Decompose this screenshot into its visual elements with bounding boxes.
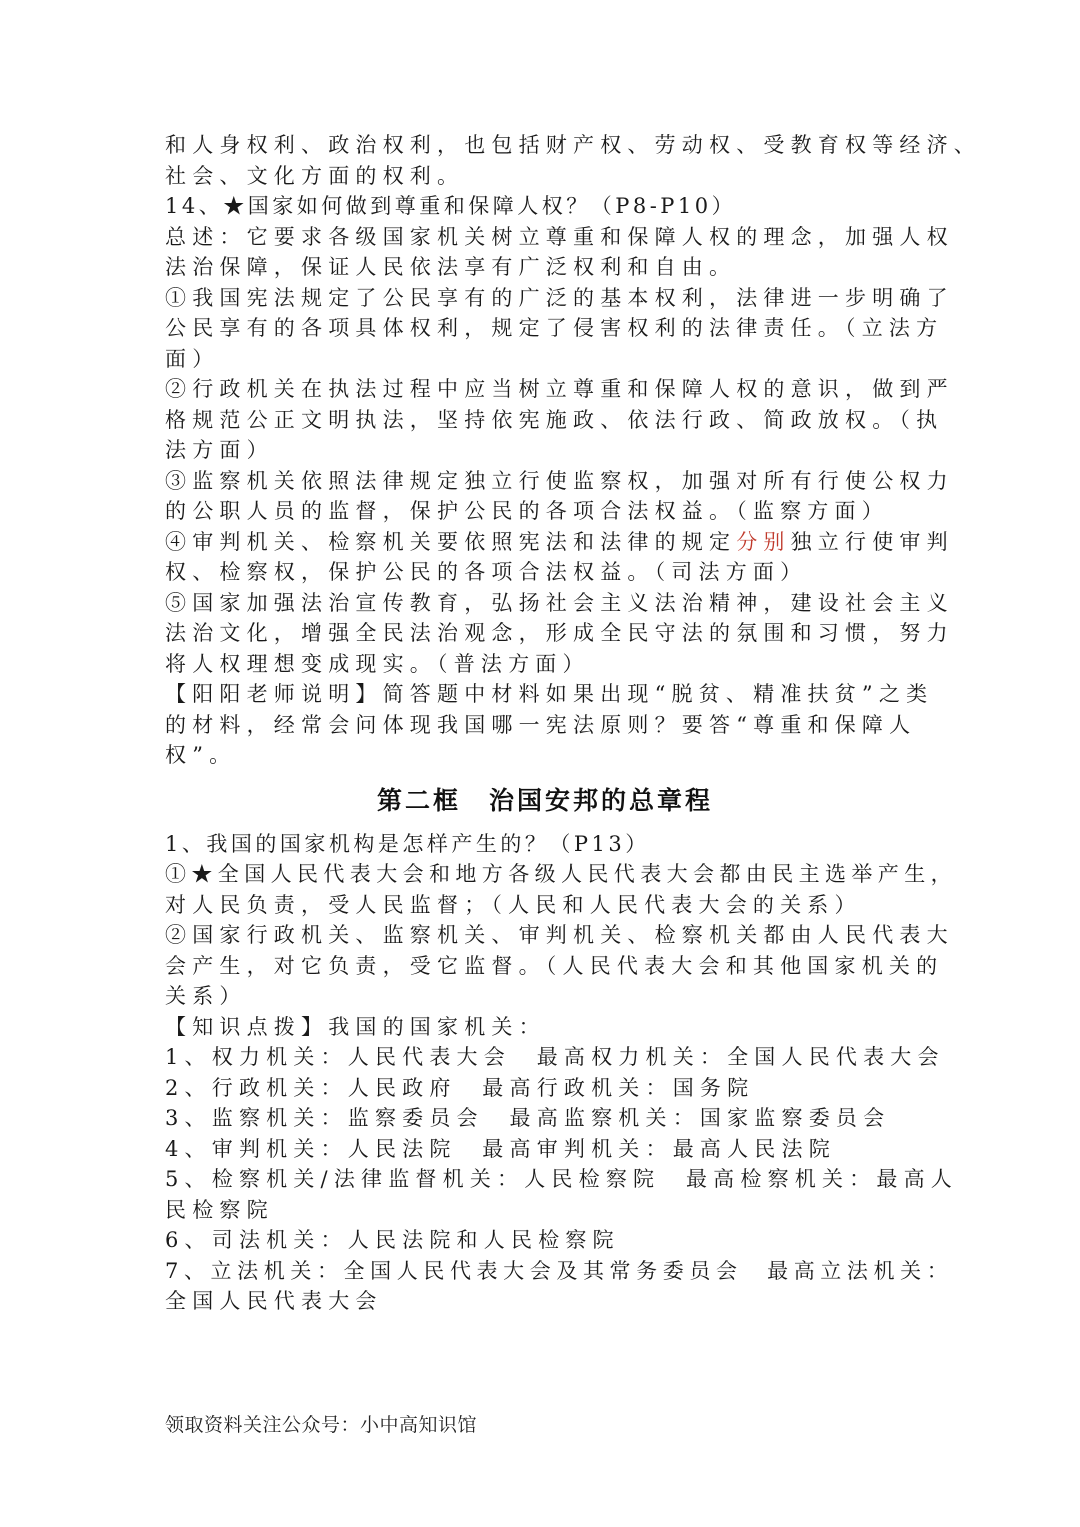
- list-item: 7、立法机关：全国人民代表大会及其常务委员会 最高立法机关：: [165, 1258, 954, 1283]
- list-item: 2、行政机关：人民政府 最高行政机关：国务院: [165, 1075, 755, 1100]
- text-line: 的公职人员的监督，保护公民的各项合法权益。（监察方面）: [165, 499, 889, 523]
- text-line: 【阳阳老师说明】简答题中材料如果出现“脱贫、精准扶贫”之类: [165, 682, 934, 706]
- list-item: 4、审判机关：人民法院 最高审判机关：最高人民法院: [165, 1136, 836, 1161]
- text-segment: ④审判机关、检察机关要依照宪法和法律的规定: [165, 529, 737, 554]
- text-line: 会产生，对它负责，受它监督。（人民代表大会和其他国家机关的: [165, 953, 944, 978]
- text-line: 权”。: [165, 743, 237, 767]
- text-line: 权、检察权，保护公民的各项合法权益。（司法方面）: [165, 560, 808, 584]
- text-line: 法方面）: [165, 438, 274, 462]
- section-heading: [165, 783, 925, 819]
- question-heading: 1、我国的国家机构是怎样产生的？（P13）: [165, 831, 650, 856]
- question-heading: 14、★国家如何做到尊重和保障人权？（P8-P10）: [165, 194, 737, 218]
- text-segment: 独立行使审判: [790, 529, 954, 554]
- text-line: 社会、文化方面的权利。: [165, 163, 465, 188]
- text-line: 对人民负责，受人民监督；（人民和人民代表大会的关系）: [165, 892, 862, 917]
- text-line: ②国家行政机关、监察机关、审判机关、检察机关都由人民代表大: [165, 923, 954, 947]
- text-line: 关系）: [165, 984, 247, 1008]
- text-line: 面）: [165, 346, 220, 371]
- text-line: ①我国宪法规定了公民享有的广泛的基本权利，法律进一步明确了: [165, 285, 954, 310]
- text-line: 将人权理想变成现实。（普法方面）: [165, 651, 590, 676]
- list-item: 3、监察机关：监察委员会 最高监察机关：国家监察委员会: [165, 1106, 891, 1130]
- list-item: 1、权力机关：人民代表大会 最高权力机关：全国人民代表大会: [165, 1045, 945, 1069]
- text-line: 的材料，经常会问体现我国哪一宪法原则？要答“尊重和保障人: [165, 712, 917, 737]
- text-line: 和人身权利、政治权利，也包括财产权、劳动权、受教育权等经济、: [165, 133, 981, 157]
- text-line: 法治保障，保证人民依法享有广泛权利和自由。: [165, 255, 737, 279]
- text-line: 总述：它要求各级国家机关树立尊重和保障人权的理念，加强人权: [165, 224, 954, 249]
- text-line: ③监察机关依照法律规定独立行使监察权，加强对所有行使公权力: [165, 468, 954, 493]
- text-line: 【知识点拨】我国的国家机关：: [165, 1014, 546, 1039]
- footer-note: 领取资料关注公众号：小中高知识馆: [165, 1414, 478, 1436]
- section-heading-text: [377, 783, 713, 819]
- list-item: 6、司法机关：人民法院和人民检察院: [165, 1228, 620, 1252]
- text-line: ①★全国人民代表大会和地方各级人民代表大会都由民主选举产生，: [165, 862, 957, 886]
- list-item: 全国人民代表大会: [165, 1289, 383, 1313]
- highlight-text: 分别: [736, 529, 791, 554]
- text-line: 公民享有的各项具体权利，规定了侵害权利的法律责任。（立法方: [165, 316, 944, 340]
- text-line: 法治文化，增强全民法治观念，形成全民守法的氛围和习惯，努力: [165, 621, 954, 645]
- heading-part-1: 第二框: [376, 785, 461, 815]
- text-line: ②行政机关在执法过程中应当树立尊重和保障人权的意识，做到严: [165, 377, 954, 401]
- heading-part-2: 治国安邦的总章程: [489, 785, 714, 815]
- text-line: 格规范公正文明执法，坚持依宪施政、依法行政、简政放权。（执: [165, 407, 944, 432]
- document-body: [165, 130, 981, 1317]
- list-item: 5、检察机关/法律监督机关：人民检察院 最高检察机关：最高人: [165, 1167, 958, 1191]
- text-line: ⑤国家加强法治宣传教育，弘扬社会主义法治精神，建设社会主义: [165, 590, 954, 615]
- text-line-with-highlight: [165, 527, 954, 558]
- list-item: 民检察院: [165, 1197, 274, 1222]
